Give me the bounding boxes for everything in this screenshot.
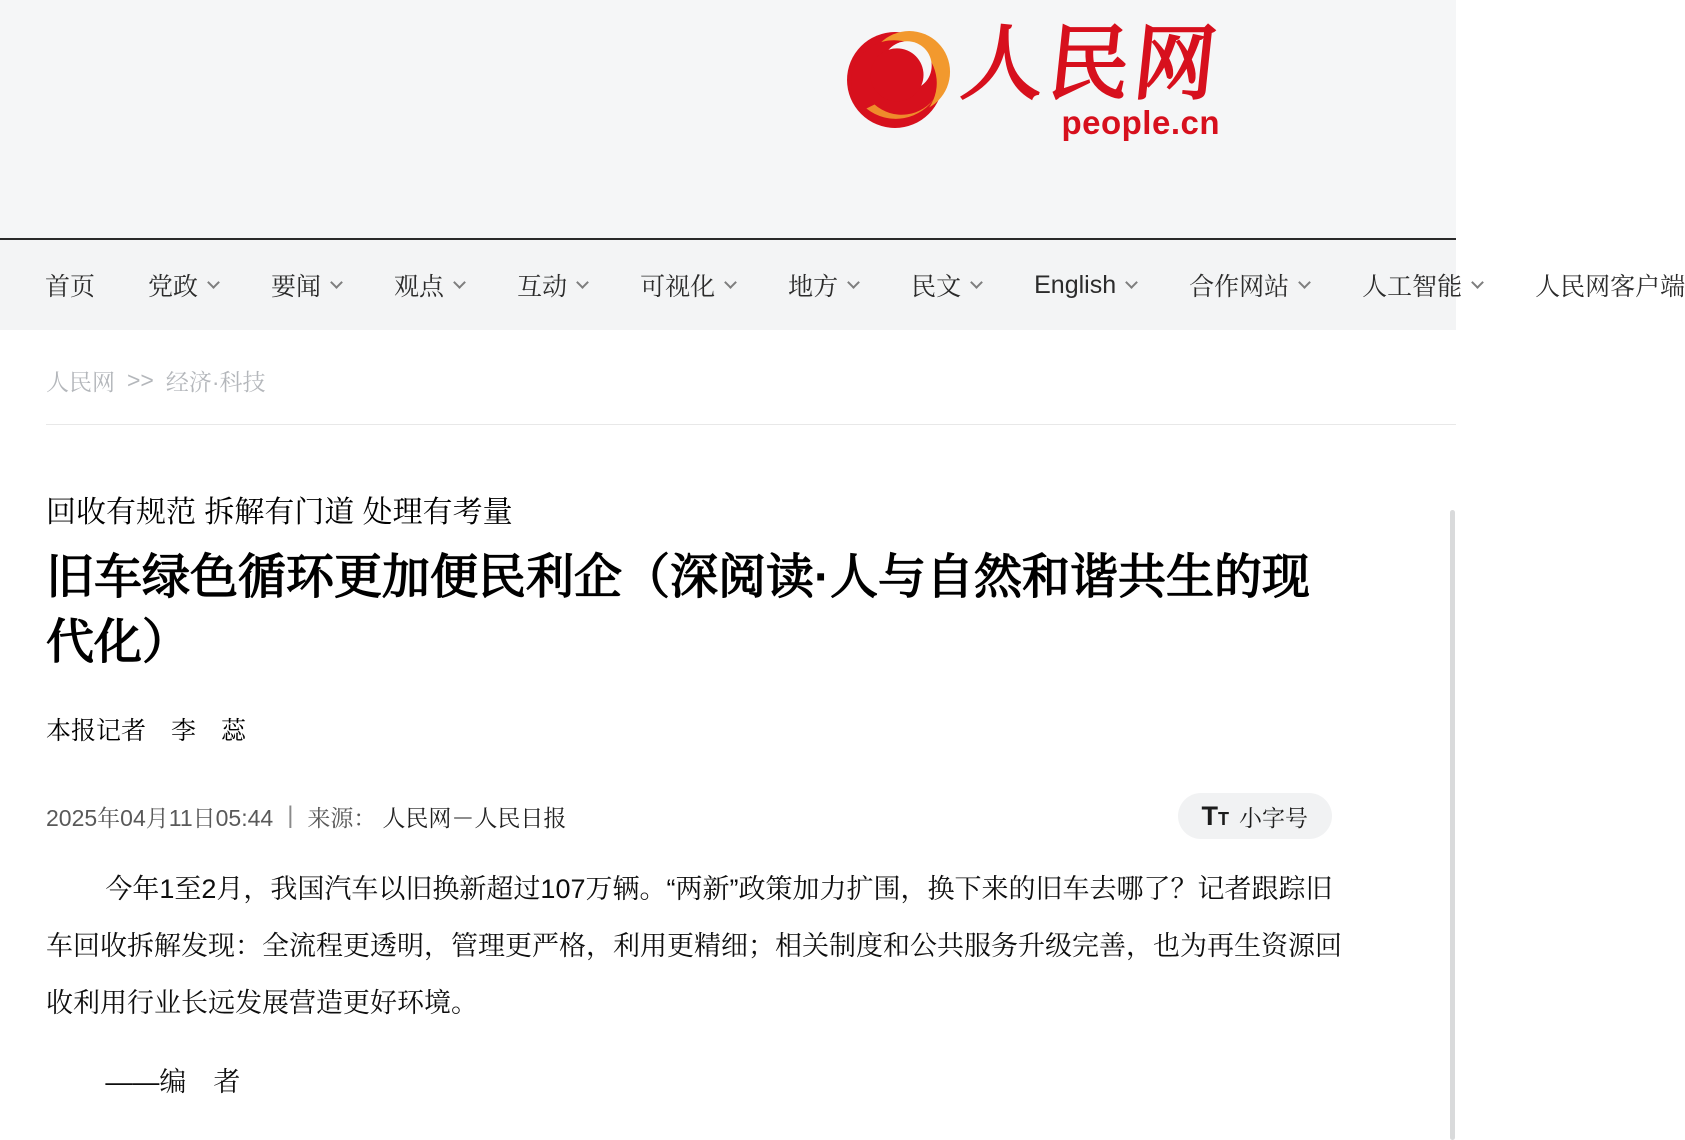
nav-label: 地方	[788, 273, 839, 301]
breadcrumb-separator: >>	[127, 367, 154, 393]
site-header	[0, 0, 1456, 240]
nav-item-home[interactable]	[45, 267, 95, 303]
article-container	[0, 364, 1456, 1111]
meta-separator: |	[287, 802, 294, 829]
site-logo[interactable]	[846, 19, 1225, 142]
main-nav	[0, 240, 1685, 330]
article-title: 旧车绿色循环更加便民利企（深阅读·人与自然和谐共生的现代化）	[46, 551, 1310, 669]
scrollbar[interactable]	[1450, 510, 1456, 1140]
chevron-down-icon	[207, 276, 220, 289]
nav-item-partner-sites[interactable]	[1189, 267, 1309, 303]
breadcrumb-section-link[interactable]: 经济·科技	[165, 369, 266, 395]
breadcrumb	[46, 364, 1410, 397]
nav-item-ai[interactable]	[1362, 267, 1482, 303]
editor-note: ——编 者	[105, 1067, 241, 1097]
article-meta	[46, 800, 566, 833]
nav-label: 人工智能	[1362, 273, 1463, 301]
scrollbar-thumb[interactable]	[1450, 510, 1455, 1140]
people-globe-icon	[846, 24, 948, 136]
nav-item-minority-languages[interactable]	[911, 267, 981, 303]
chevron-down-icon	[576, 276, 589, 289]
logo-text	[957, 19, 1225, 142]
nav-label: 民文	[911, 273, 962, 301]
nav-item-english[interactable]	[1034, 271, 1136, 300]
nav-label: 合作网站	[1189, 273, 1290, 301]
breadcrumb-divider	[46, 424, 1456, 425]
chevron-down-icon	[724, 276, 737, 289]
nav-item-news[interactable]	[271, 267, 341, 303]
nav-label: 可视化	[640, 273, 716, 301]
source-label: 来源：	[307, 804, 377, 831]
chevron-down-icon	[1125, 276, 1138, 289]
chevron-down-icon	[1471, 276, 1484, 289]
article-paragraph: 今年1至2月，我国汽车以旧换新超过107万辆。“两新”政策加力扩围，换下来的旧车去哪了？记者跟踪旧车回收拆解发现：全流程更透明，管理更严格，利用更精细；相关制度和公共服务升级完善，也为再生资源回收利用行业长远发展营造更好环境。	[46, 874, 1342, 1018]
logo-chinese: 人民网	[957, 19, 1225, 110]
chevron-down-icon	[1298, 276, 1311, 289]
article-meta-row	[46, 793, 1410, 839]
font-size-icon: TT	[1201, 800, 1229, 831]
article-body	[46, 861, 1356, 1111]
nav-label: 互动	[517, 273, 568, 301]
nav-label: 观点	[394, 273, 445, 301]
chevron-down-icon	[970, 276, 983, 289]
publish-date: 2025年04月11日05:44	[46, 804, 274, 831]
chevron-down-icon	[453, 276, 466, 289]
nav-label: 党政	[148, 273, 199, 301]
font-size-button[interactable]	[1178, 793, 1333, 839]
nav-label: 首页	[45, 273, 96, 301]
chevron-down-icon	[847, 276, 860, 289]
logo-domain: people.cn	[1061, 104, 1221, 142]
nav-label: 人民网客户端	[1535, 273, 1685, 301]
nav-item-local[interactable]	[788, 267, 858, 303]
nav-label: 要闻	[271, 273, 322, 301]
source-link[interactable]: 人民网－人民日报	[382, 804, 567, 831]
nav-item-opinion[interactable]	[394, 267, 464, 303]
article-byline: 本报记者 李 蕊	[46, 717, 247, 745]
nav-item-party[interactable]	[148, 267, 218, 303]
breadcrumb-site-link[interactable]: 人民网	[46, 369, 115, 395]
nav-label: English	[1034, 270, 1117, 299]
article-kicker: 回收有规范 拆解有门道 处理有考量	[46, 496, 513, 529]
nav-item-visual[interactable]	[640, 267, 735, 303]
nav-item-client-app[interactable]	[1535, 267, 1685, 303]
chevron-down-icon	[330, 276, 343, 289]
font-size-button-label: 小字号	[1239, 804, 1308, 831]
nav-item-interaction[interactable]	[517, 267, 587, 303]
